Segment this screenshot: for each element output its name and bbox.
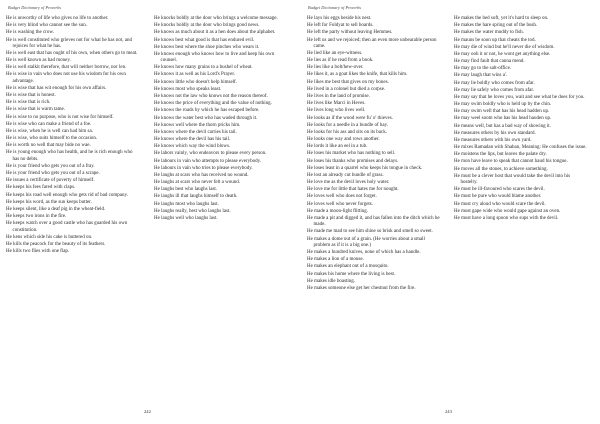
proverb-entry: He kills the peacock for the beauty of its feathers. xyxy=(6,241,106,247)
proverb-entry: He moistens the lips, but leaves the palate dry. xyxy=(454,152,547,158)
proverb-entry: He may lie safely who comes from afar. xyxy=(454,87,534,93)
proverb-entry: He laughs best who laughs last. xyxy=(154,187,218,193)
proverb-entry: He knows not the law who knows not the reason thereof. xyxy=(154,94,268,99)
proverb-entry: He mixes Ramadan with Shaban, Meaning: He confuses the issue. xyxy=(454,145,587,151)
proverb-entry: He laughs at scars who has received no wound. xyxy=(154,172,249,178)
proverb-entry: He mauns be soon up that cheats the tod. xyxy=(454,37,536,43)
proverb-entry: He laughs at scars who never felt a wound. xyxy=(154,180,240,186)
proverb-entry: He lies as if he read from a book. xyxy=(307,58,374,64)
proverb-entry: He may ooh it or not, he wont get anything else. xyxy=(454,51,551,57)
proverb-entry: He knows the water best who has waded through it. xyxy=(154,115,258,121)
proverb-column xyxy=(307,16,441,293)
proverb-entry: He issues a certificate of poverty of himself. xyxy=(6,178,95,184)
proverb-entry: He must be ill-favoured who scares the devil. xyxy=(454,187,545,193)
proverb-entry: He knocks boldly at the door who brings a welcome message. xyxy=(154,16,278,21)
proverb-entry: He is worth no well that may bide no wae. xyxy=(6,143,91,149)
proverb-entry: He makes the bed soft, yet it's hard to sleep on. xyxy=(454,16,549,21)
proverb-entry: He kills two flies with one flap. xyxy=(6,249,70,255)
proverb-entry: He may go to the salt-office. xyxy=(454,66,512,72)
proverb-entry: He knows where the devil has his tail. xyxy=(154,137,231,143)
proverb-entry: He may weel soom who has his head hauden up. xyxy=(454,116,552,122)
proverb-entry: He knows well where the thorn pricks him. xyxy=(154,122,241,128)
proverb-entry: He is well east that has ought of his own, when others go to meat. xyxy=(6,50,138,56)
proverb-entry: He lords it like an eel in a tub. xyxy=(307,144,368,150)
proverb-entry: He is well stalkit therefore, that will neither borrow, nor len. xyxy=(6,65,127,71)
proverb-entry: He left for Foldyat to sell boards. xyxy=(307,23,374,29)
proverb-entry: He knows enough who knows how to live and keep his own counsel. xyxy=(154,51,275,64)
proverb-entry: He left the party without leaving Hemmes. xyxy=(307,30,393,36)
proverb-entry: He is wise that is honest. xyxy=(6,93,56,99)
proverb-entry: He likes me best that gives on my bones. xyxy=(307,79,389,85)
page-number: 242 xyxy=(144,409,151,414)
proverb-entry: He is washing the crow. xyxy=(6,30,54,36)
proverb-entry: He knows little who doesn't help himself. xyxy=(154,79,237,85)
proverb-entry: He must have a long spoon who sups with the devil. xyxy=(454,215,559,221)
proverb-entry: He knows most who speaks least. xyxy=(154,86,222,92)
proverb-entry: He keeps silent, like a deaf pig in the wheat-field. xyxy=(6,206,106,212)
proverb-entry: He is your friend who gets you out of a scrape. xyxy=(6,171,100,177)
proverb-entry: He makes a hundred knives, none of which has a handle. xyxy=(307,250,421,255)
proverb-entry: He looks as if the wood were fu' o' thieves. xyxy=(307,115,393,121)
proverb-entry: He knows best what good is that has endured evil. xyxy=(154,37,255,43)
proverb-entry: He made a pit and digged it, and has fallen into the ditch which he made. xyxy=(307,215,440,228)
proverb-entry: He knows it as well as his Lord's Prayer. xyxy=(154,72,236,78)
proverb-entry: He means well, but has a bad way of showing it. xyxy=(454,123,551,129)
proverb-entry: He lied like an eye-witness. xyxy=(307,50,363,56)
proverb-entry: He is well known as bad money. xyxy=(6,58,71,64)
proverb-entry: He knows the price of everything and the value of nothing. xyxy=(154,101,272,107)
proverb-entry: He looks one way and rows another. xyxy=(307,137,380,143)
proverb-entry: He makes idle boasting. xyxy=(307,278,356,284)
proverb-entry: He makes the hare spring out of the bush. xyxy=(454,23,538,29)
proverb-entry: He laughs well who laughs last. xyxy=(154,215,218,221)
proverb-entry: He moves all the stones, to achieve something. xyxy=(454,166,548,172)
proverb-entry: He mon have leave to speak that cannot haud his tongue. xyxy=(454,159,568,165)
proverb-entry: He labours in vain who attempts to please everybody. xyxy=(154,158,262,164)
proverb-entry: He is wise to no purpose, who is not wise for himself. xyxy=(6,114,114,120)
proverb-entry: He is wise in vain who does not use his wisdom for his own advantage. xyxy=(6,72,126,84)
proverb-entry: He keeps watch over a good castle who has guarded his own constitution. xyxy=(6,221,128,233)
proverb-entry: He lost an already cut bundle of grass. xyxy=(307,172,384,178)
proverb-entry: He may find fault that canna mend. xyxy=(454,59,525,65)
proverb-entry: He knocks boldly at the door who brings good news. xyxy=(154,23,260,29)
proverb-entry: He loves well who never forgets. xyxy=(307,201,374,207)
proverb-entry: He makes an elephant out of a mosquito. xyxy=(307,264,389,270)
proverb-entry: He knows as much about it as a hen does about the alphabet. xyxy=(154,30,276,36)
proverb-entry: He is very blind who cannot see the sun. xyxy=(6,23,87,29)
proverb-entry: He lives like Marci in Heves. xyxy=(307,101,366,107)
proverb-entry: He is young enough who has health, and he is rich enough who has no debts. xyxy=(6,150,133,162)
proverb-entry: He laughs really, best who laughs last. xyxy=(154,208,231,214)
proverb-entry: He must gape wide who would gape against an oven. xyxy=(454,208,561,214)
proverb-entry: He may say that he loves you, wait and see what he does for you. xyxy=(454,94,585,100)
proverb-entry: He keeps his road well enough who gets rid of bad company. xyxy=(6,192,128,198)
proverb-entry: He labors vainly, who endeavors to please every person. xyxy=(154,151,267,157)
proverb-entry: He is well constituted who grieves not for what he has not, and rejoices for what he has. xyxy=(6,37,132,49)
proverb-entry: He makes the water muddy to fish. xyxy=(454,30,524,36)
proverb-entry: He may swim well that has his head hadden up. xyxy=(454,109,550,115)
proverb-entry: He laughs most who laughs last. xyxy=(154,201,219,207)
proverb-entry: He lies like a bolt/hew-over. xyxy=(307,65,364,71)
proverb-entry: He likes it, as a goat likes the knife, that kills him. xyxy=(307,72,408,78)
proverb-column xyxy=(6,16,140,256)
proverb-entry: He is wise, when he is well can had him sa. xyxy=(6,128,93,134)
proverb-column xyxy=(454,16,588,223)
proverb-entry: He left us and we rejoiced; then an even more unbearable person came. xyxy=(307,37,437,49)
proverb-entry: He measures others with his own yard. xyxy=(454,137,532,143)
proverb-entry: He laughs ill that laughs himself to death. xyxy=(154,194,238,200)
proverb-entry: He is wise that has wit enough for his own affairs. xyxy=(6,85,107,91)
proverb-entry: He keeps his word, as the sun keeps butter. xyxy=(6,199,92,205)
proverb-entry: He makes a dome out of a grain. (He worries about a small problem as if it is a big one.) xyxy=(307,236,425,248)
proverb-entry: He may laugh that wins a'. xyxy=(454,73,508,79)
proverb-entry: He knows where the devil carries his tail. xyxy=(154,129,237,135)
proverb-entry: He lived in a colonel but died a corpse. xyxy=(307,86,386,92)
proverb-entry: He loses his market who has nothing to sell. xyxy=(307,151,396,157)
proverb-entry: He makes someone else get her chestnut from the fire. xyxy=(307,285,416,291)
proverb-entry: He made a moon-light flitting. xyxy=(307,208,368,214)
proverb-entry: He lives long who lives well. xyxy=(307,108,366,114)
proverb-entry: He love me for little that hates me for nought. xyxy=(307,187,399,193)
proverb-entry: He must cry aloud who would scare the devil. xyxy=(454,201,546,207)
proverb-entry: He may die of wind but he'll never die of wisdom. xyxy=(454,44,555,50)
proverb-entry: He lays his eggs beside his nest. xyxy=(307,16,372,21)
right-page xyxy=(300,0,600,424)
proverb-entry: He is your friend who gets you out of a fray. xyxy=(6,163,95,169)
proverb-entry: He keeps his fees fared with claps. xyxy=(6,185,76,191)
proverb-entry: He looks for a needle in a bundle of hay. xyxy=(307,122,389,128)
proverb-entry: He is wise, who suits himself to the occasion. xyxy=(6,136,98,142)
proverb-entry: He made me mad to see him shine so brisk and smell so sweet. xyxy=(307,229,433,235)
proverb-entry: He lives in the land of promise. xyxy=(307,94,370,99)
proverb-entry: He looks for his ass and sits on its back. xyxy=(307,129,387,135)
proverb-entry: He kens which side his cake is buttered on. xyxy=(6,234,93,240)
proverb-entry: He is unworthy of life who gives no life to another. xyxy=(6,16,109,21)
proverb-entry: He is wise that is warm tame. xyxy=(6,107,66,113)
page-header: Budget Dictionary of Proverbs xyxy=(308,5,362,10)
proverb-entry: He must be pure who would blame another. xyxy=(454,194,542,200)
page-header: Budget Dictionary of Proverbs xyxy=(8,5,62,10)
proverb-entry: He measures others by his own standard. xyxy=(454,130,536,136)
proverb-entry: He may lie boldly who comes from afar. xyxy=(454,80,535,86)
page-number: 243 xyxy=(445,409,452,414)
proverb-entry: He knows best where the shoe pinches who wears it. xyxy=(154,44,260,50)
proverb-entry: He must be a clever host that would take the devil into his hostelry. xyxy=(454,173,571,186)
proverb-entry: He makes his home where the living is best. xyxy=(307,271,396,277)
proverb-entry: He knows which way the wind blows. xyxy=(154,144,231,150)
proverb-entry: He loves well who does not forget. xyxy=(307,194,377,200)
proverb-entry: He labours in vain who tries to please everybody. xyxy=(154,165,253,171)
proverb-entry: He knows the roads by which he has escaped before. xyxy=(154,108,260,114)
proverb-column xyxy=(154,16,288,223)
proverb-entry: He loses his thanks who promises and delays. xyxy=(307,158,399,164)
proverb-entry: He makes a lion of a mouse. xyxy=(307,257,364,263)
proverb-entry: He loses least in a quarrel who keeps his tongue in check. xyxy=(307,165,423,171)
proverb-entry: He knows how many grains to a bushel of wheat. xyxy=(154,65,253,71)
proverb-entry: He may swim boldly who is held up by the chin. xyxy=(454,102,552,108)
proverb-entry: He keeps two irons in the fire. xyxy=(6,214,67,220)
proverb-entry: He love me as the devil loves holy water. xyxy=(307,180,390,186)
proverb-entry: He is wise that is rich. xyxy=(6,100,51,106)
proverb-entry: He is wise who can make a friend of a foe. xyxy=(6,121,92,127)
